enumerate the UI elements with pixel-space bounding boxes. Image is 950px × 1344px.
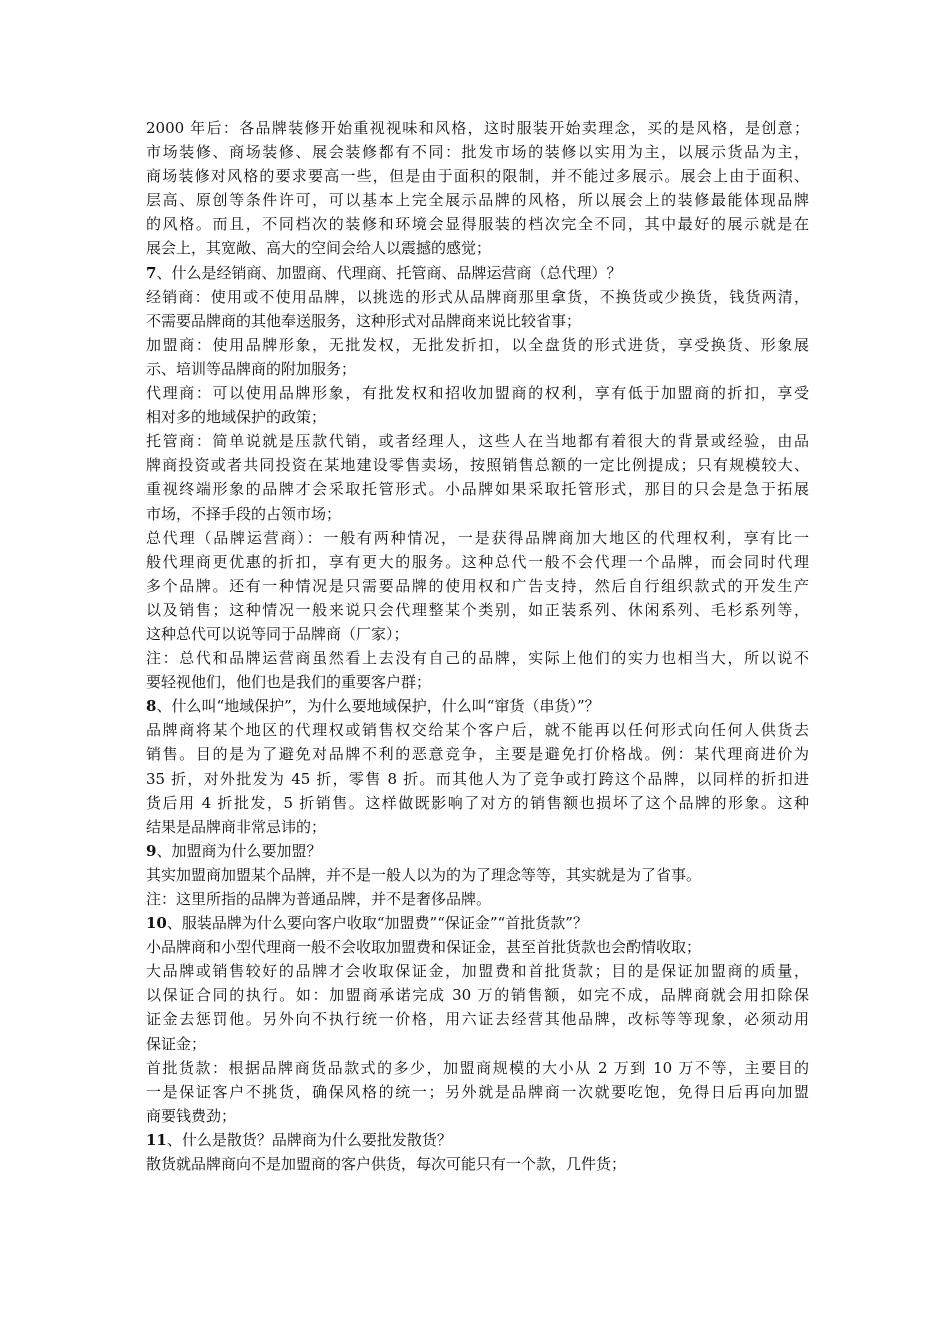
paragraph xyxy=(146,718,809,838)
paragraph xyxy=(146,959,809,1055)
text-line: 35 折，对外批发为 45 折，零售 8 折。而其他人为了竞争或打跨这个品牌，以同样的折扣进 xyxy=(146,769,809,788)
text-line: 多个品牌。还有一种情况是只需要品牌的使用权和广告支持，然后自行组织款式的开发生产 xyxy=(146,576,809,595)
text-line: 总代理（品牌运营商）：一般有两种情况，一是获得品牌商加大地区的代理权利，享有比一 xyxy=(146,528,809,547)
paragraph xyxy=(146,429,809,525)
paragraph xyxy=(146,887,809,911)
text-line: 经销商：使用或不使用品牌，以挑选的形式从品牌商那里拿货，不换货或少换货，钱货两清， xyxy=(146,287,809,306)
text-line: 注：总代和品牌运营商虽然看上去没有自己的品牌，实际上他们的实力也相当大，所以说不 xyxy=(146,649,809,668)
paragraph xyxy=(146,333,809,381)
text-line: 要轻视他们，他们也是我们的重要客户群； xyxy=(146,673,432,692)
paragraph xyxy=(146,381,809,429)
section-heading-text: 、什么是经销商、加盟商、代理商、托管商、品牌运营商（总代理）？ xyxy=(156,263,622,282)
text-line: 商要钱费劲； xyxy=(146,1106,237,1125)
paragraph xyxy=(146,935,809,959)
text-line: 托管商：简单说就是压款代销，或者经理人，这些人在当地都有着很大的背景或经验，由品 xyxy=(146,432,809,451)
text-line: 证金去惩罚他。另外向不执行统一价格，用六证去经营其他品牌，改标等等现象，必须动用 xyxy=(146,1010,809,1029)
section-heading-text: 、加盟商为什么要加盟？ xyxy=(156,841,322,860)
text-line: 货后用 4 折批发，5 折销售。这样做既影响了对方的销售额也损坏了这个品牌的形象。这种 xyxy=(146,793,809,812)
text-line: 销售。目的是为了避免对品牌不利的恶意竞争，主要是避免打价格战。例：某代理商进价为 xyxy=(146,745,809,764)
section-heading xyxy=(146,694,809,718)
paragraph xyxy=(146,863,809,887)
section-heading xyxy=(146,911,809,935)
text-line: 般代理商更优惠的折扣，享有更大的服务。这种总代一般不会代理一个品牌，而会同时代理 xyxy=(146,552,809,571)
text-line: 层高、原创等条件许可，可以基本上完全展示品牌的风格，所以展会上的装修最能体现品牌 xyxy=(146,191,809,210)
paragraph xyxy=(146,1152,809,1176)
text-line: 结果是品牌商非常忌讳的； xyxy=(146,817,327,836)
text-line: 加盟商：使用品牌形象，无批发权，无批发折扣，以全盘货的形式进货，享受换货、形象展 xyxy=(146,335,809,354)
section-heading-text: 、什么是散货？品牌商为什么要批发散货？ xyxy=(166,1130,452,1149)
section-number: 10 xyxy=(146,914,167,933)
text-line: 不需要品牌商的其他奉送服务，这种形式对品牌商来说比较省事； xyxy=(146,311,582,330)
paragraph xyxy=(146,285,809,333)
text-line: 大品牌或销售较好的品牌才会收取保证金，加盟费和首批货款；目的是保证加盟商的质量， xyxy=(146,962,809,981)
section-number: 8 xyxy=(146,697,157,716)
text-line: 以及销售；这种情况一般来说只会代理整某个类别，如正装系列、休闲系列、毛杉系列等， xyxy=(146,600,809,619)
text-line: 其实加盟商加盟某个品牌，并不是一般人以为的为了理念等等，其实就是为了省事。 xyxy=(146,865,702,884)
text-line: 示、培训等品牌商的附加服务； xyxy=(146,359,357,378)
text-line: 的风格。而且，不同档次的装修和环境会显得服装的档次完全不同，其中最好的展示就是在 xyxy=(146,215,809,234)
section-number: 11 xyxy=(146,1130,167,1149)
text-line: 展会上，其宽敞、高大的空间会给人以震撼的感觉； xyxy=(146,239,492,258)
section-number: 7 xyxy=(146,263,157,282)
paragraph xyxy=(146,526,809,646)
section-heading xyxy=(146,261,809,285)
text-line: 以保证合同的执行。如：加盟商承诺完成 30 万的销售额，如完不成，品牌商就会用扣除保 xyxy=(146,986,809,1005)
section-heading-text: 、服装品牌为什么要向客户收取“加盟费”“保证金”“首批货款”？ xyxy=(166,914,588,933)
text-line: 相对多的地域保护的政策； xyxy=(146,408,327,427)
text-line: 2000 年后：各品牌装修开始重视视味和风格，这时服装开始卖理念，买的是风格，是创意； xyxy=(146,119,809,137)
text-line: 商场装修对风格的要求要高一些，但是由于面积的限制，并不能过多展示。展会上由于面积、 xyxy=(146,167,809,186)
section-heading-text: 、什么叫“地域保护”，为什么要地域保护，什么叫“窜货（串货）”？ xyxy=(156,697,600,716)
text-line: 首批货款：根据品牌商货品款式的多少，加盟商规模的大小从 2 万到 10 万不等，主要目的 xyxy=(146,1058,809,1077)
text-line: 重视终端形象的品牌才会采取托管形式。小品牌如果采取托管形式，那目的只会是急于拓展 xyxy=(146,480,809,499)
document-page xyxy=(146,116,809,1176)
text-line: 市场装修、商场装修、展会装修都有不同：批发市场的装修以实用为主，以展示货品为主， xyxy=(146,143,809,162)
text-line: 品牌商将某个地区的代理权或销售权交给某个客户后，就不能再以任何形式向任何人供货去 xyxy=(146,721,809,740)
section-number: 9 xyxy=(146,841,157,860)
paragraph xyxy=(146,646,809,694)
text-line: 一是保证客户不挑货，确保风格的统一；另外就是品牌商一次就要吃饱，免得日后再向加盟 xyxy=(146,1082,809,1101)
text-line: 散货就品牌商向不是加盟商的客户供货，每次可能只有一个款，几件货； xyxy=(146,1155,627,1174)
paragraph xyxy=(146,1056,809,1128)
text-line: 市场，不择手段的占领市场； xyxy=(146,504,342,523)
text-line: 保证金； xyxy=(146,1034,207,1053)
section-heading xyxy=(146,839,809,863)
text-line: 小品牌商和小型代理商一般不会收取加盟费和保证金，甚至首批货款也会酌情收取； xyxy=(146,938,702,957)
text-line: 牌商投资或者共同投资在某地建设零售卖场，按照销售总额的一定比例提成；只有规模较大、 xyxy=(146,456,809,475)
text-line: 这种总代可以说等同于品牌商（厂家）； xyxy=(146,624,409,643)
text-line: 代理商：可以使用品牌形象，有批发权和招收加盟商的权利，享有低于加盟商的折扣，享受 xyxy=(146,384,809,403)
paragraph xyxy=(146,116,809,261)
section-heading xyxy=(146,1128,809,1152)
text-line: 注：这里所指的品牌为普通品牌，并不是奢侈品牌。 xyxy=(146,890,492,908)
